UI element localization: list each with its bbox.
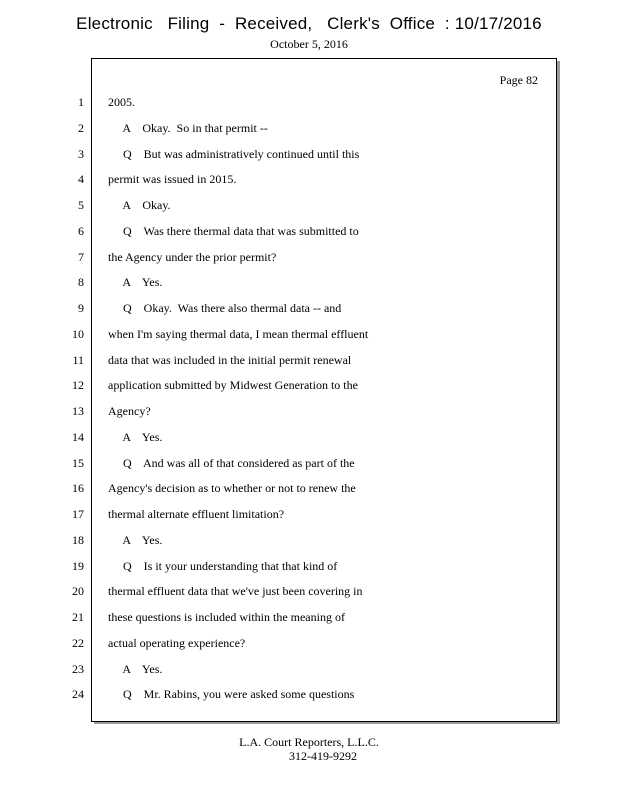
line-text: Q Was there thermal data that was submitted to <box>108 223 359 238</box>
line-text: A Okay. <box>108 198 171 212</box>
line-text: when I'm saying thermal data, I mean thermal effluent <box>108 326 369 341</box>
line-number: 13 <box>72 404 84 418</box>
line-text: Q Okay. Was there also thermal data -- and <box>108 301 342 315</box>
line-number: 11 <box>72 352 84 367</box>
line-number: 20 <box>72 584 84 599</box>
line-text: thermal alternate effluent limitation? <box>108 507 285 521</box>
line-number: 7 <box>78 249 84 264</box>
line-text: application submitted by Midwest Generation to the <box>108 378 358 393</box>
filing-stamp: Electronic Filing - Received, Clerk's Office : 10/17/2016 <box>76 14 542 33</box>
line-number: 8 <box>78 275 84 290</box>
line-text: A Yes. <box>108 429 163 444</box>
line-number: 6 <box>78 223 84 238</box>
line-number: 2 <box>78 120 84 135</box>
line-text: Q Is it your understanding that that kind of <box>108 558 338 573</box>
line-number: 17 <box>72 507 84 521</box>
page-number: Page 82 <box>499 73 538 87</box>
line-number: 21 <box>72 610 84 624</box>
line-number: 1 <box>78 95 84 109</box>
line-text: A Okay. So in that permit -- <box>108 120 268 135</box>
line-number: 5 <box>78 198 84 212</box>
line-text: permit was issued in 2015. <box>108 172 237 187</box>
line-number: 9 <box>78 301 84 315</box>
line-number: 10 <box>72 326 84 341</box>
deposition-date: October 5, 2016 <box>270 37 348 51</box>
line-text: Q Mr. Rabins, you were asked some questions <box>108 687 355 702</box>
line-number: 23 <box>72 661 84 676</box>
line-text: Agency's decision as to whether or not to renew the <box>108 481 356 496</box>
footer-company: L.A. Court Reporters, L.L.C. <box>239 735 379 749</box>
line-text: Q But was administratively continued until this <box>108 146 360 161</box>
line-text: thermal effluent data that we've just been covering in <box>108 584 363 599</box>
line-text: the Agency under the prior permit? <box>108 249 277 264</box>
line-text: Q And was all of that considered as part of the <box>108 455 355 470</box>
line-number: 12 <box>72 378 84 393</box>
line-text: A Yes. <box>108 275 163 290</box>
line-number: 16 <box>72 481 84 496</box>
footer-phone: 312-419-9292 <box>289 749 357 763</box>
line-text: A Yes. <box>108 532 163 547</box>
line-text: these questions is included within the meaning of <box>108 610 345 624</box>
line-number: 24 <box>72 687 84 702</box>
line-number: 19 <box>72 558 84 573</box>
line-text: actual operating experience? <box>108 635 246 650</box>
line-number: 22 <box>72 635 84 650</box>
line-text: 2005. <box>108 95 135 109</box>
line-text: A Yes. <box>108 661 163 676</box>
line-number: 18 <box>72 532 84 547</box>
line-text: data that was included in the initial permit renewal <box>108 352 352 367</box>
line-number: 14 <box>72 429 84 444</box>
line-text: Agency? <box>108 404 151 418</box>
line-number: 15 <box>72 455 84 470</box>
line-number: 4 <box>78 172 84 187</box>
line-number: 3 <box>78 146 84 161</box>
